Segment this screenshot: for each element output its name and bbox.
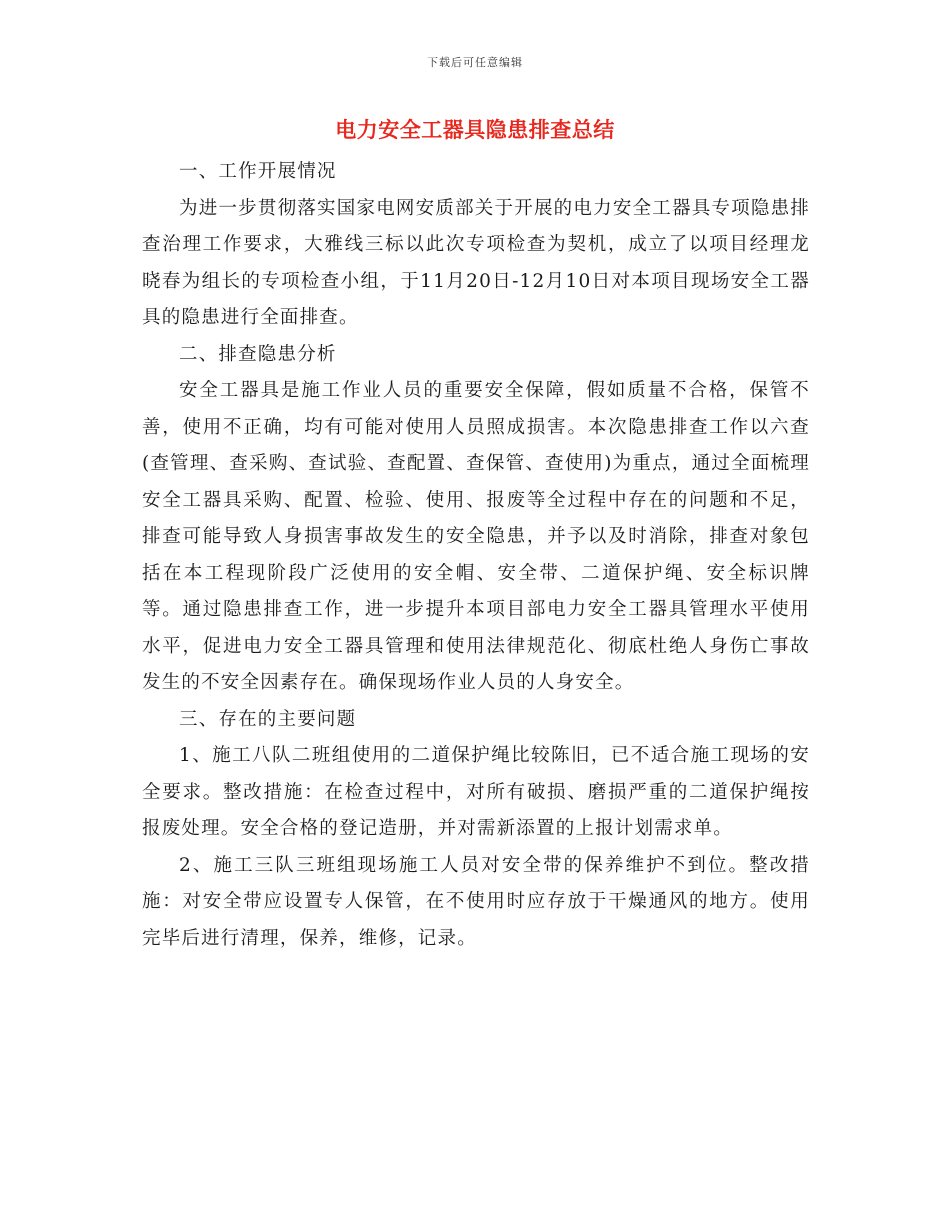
paragraph-problem-2: 2、施工三队三班组现场施工人员对安全带的保养维护不到位。整改措施：对安全带应设置专人保管，在不使用时应存放于干燥通风的地方。使用完毕后进行清理，保养，维修，记录。 — [142, 854, 810, 949]
section-heading-main-problems: 三、存在的主要问题 — [179, 708, 357, 730]
paragraph-hazard-analysis: 安全工器具是施工作业人员的重要安全保障，假如质量不合格，保管不善，使用不正确，均有可能对使用人员照成损害。本次隐患排查工作以六查(查管理、查采购、查试验、查配置、查保管、查使用)为重点，通过全面梳理安全工器具采购、配置、检验、使用、报废等全过程中存在的问题和不足，排查可能导致人身损害事故发生的安全隐患，并予以及时消除，排查对象包括在本工程现阶段广泛使用的安全帽、安全带、二道保护绳、安全标识牌等。通过隐患排查工作，进一步提升本项目部电力安全工器具管理水平使用水平，促进电力安全工器具管理和使用法律规范化、彻底杜绝人身伤亡事故发生的不安全因素存在。确保现场作业人员的人身安全。 — [142, 380, 810, 693]
section-heading-work-status: 一、工作开展情况 — [179, 161, 337, 182]
paragraph-problem-1: 1、施工八队二班组使用的二道保护绳比较陈旧，已不适合施工现场的安全要求。整改措施：在检查过程中，对所有破损、磨损严重的二道保护绳按报废处理。安全合格的登记造册，并对需新添置的上报计划需求单。 — [142, 745, 810, 839]
section-heading-hazard-analysis: 二、排查隐患分析 — [179, 343, 337, 365]
paragraph-work-status: 为进一步贯彻落实国家电网安质部关于开展的电力安全工器具专项隐患排查治理工作要求，大雅线三标以此次专项检查为契机，成立了以项目经理龙晓春为组长的专项检查小组，于11月20日-12月10日对本项目现场安全工器具的隐患进行全面排查。 — [142, 197, 810, 328]
document-body — [142, 154, 810, 957]
header-note: 下载后可任意编辑 — [427, 56, 523, 69]
document-title: 电力安全工器具隐患排查总结 — [335, 118, 615, 142]
